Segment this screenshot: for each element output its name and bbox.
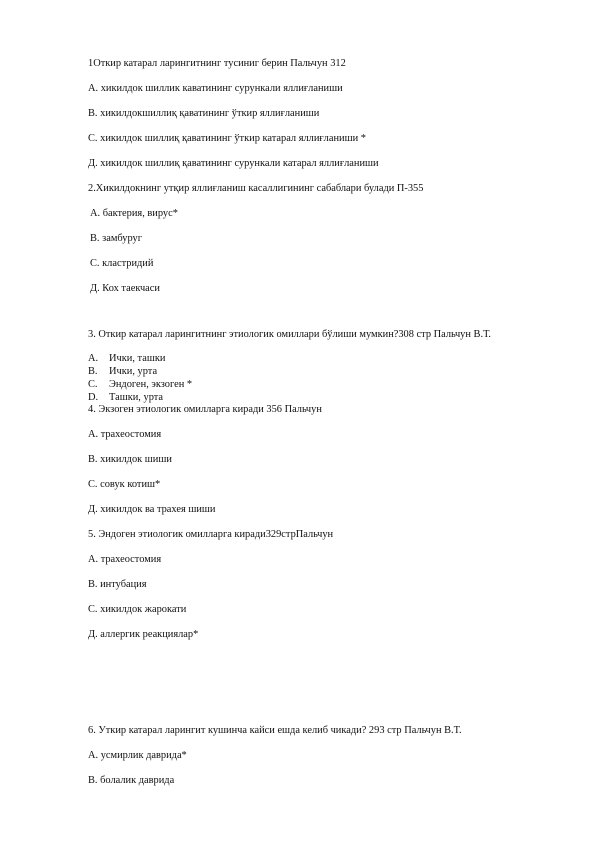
q4-option-a: А. трахеостомия	[88, 429, 162, 440]
option-text: Ички, урта	[109, 366, 158, 377]
q1-option-a: А. хикилдок шиллик каватининг сурункали яллиғланиши	[88, 83, 343, 94]
q6-option-b: В. болалик даврида	[88, 775, 175, 786]
q3-option-c	[88, 378, 192, 391]
q1-option-b: В. хикилдокшиллиқ қаватининг ўткир яллиғланиши	[88, 108, 320, 119]
option-marker: B.	[88, 366, 98, 377]
q5-option-a: А. трахеостомия	[88, 554, 162, 565]
q5-option-c: С. хикилдок жарокати	[88, 604, 187, 615]
q1-option-d: Д. хикилдок шиллиқ қаватининг сурункали катарал яллиғланиши	[88, 158, 379, 169]
q1-option-c: С. хикилдок шиллиқ қаватининг ўткир катарал яллиғланиши *	[88, 133, 366, 144]
q2-option-a: А. бактерия, вирус*	[90, 208, 178, 219]
q2-option-b: В. замбуруг	[90, 233, 143, 244]
q2-option-c: С. кластридий	[90, 258, 154, 269]
q5-option-d: Д. аллергик реакциялар*	[88, 629, 199, 640]
option-marker: C.	[88, 379, 98, 390]
q3-option-a	[88, 352, 165, 365]
option-text: Ички, ташки	[109, 353, 166, 364]
q5-option-b: В. интубация	[88, 579, 147, 590]
q4-option-d: Д. хикилдок ва трахея шиши	[88, 504, 216, 515]
option-marker: D.	[88, 392, 99, 403]
question-4: 4. Экзоген этиологик омилларга киради 356 Пальчун	[88, 404, 322, 415]
question-2: 2.Хикилдокнинг утқир яллиғланиш касаллигининг сабаблари булади П-355	[88, 183, 424, 194]
question-1: 1Откир катарал ларингитнинг тусиниг берин Пальчун 312	[88, 58, 346, 69]
option-text: Эндоген, экзоген *	[109, 379, 193, 390]
q2-option-d: Д. Кох таекчаси	[90, 283, 160, 294]
q4-option-b: В. хикилдок шиши	[88, 454, 172, 465]
question-5: 5. Эндоген этиологик омилларга киради329стрПальчун	[88, 529, 334, 540]
question-3: 3. Откир катарал ларингитнинг этиологик омиллари бўлиши мумкин?308 стр Пальчун В.Т.	[88, 329, 491, 340]
q4-option-c: С. совук котиш*	[88, 479, 161, 490]
q3-option-b	[88, 365, 157, 378]
option-text: Ташки, урта	[109, 392, 164, 403]
q6-option-a: А. усмирлик даврида*	[88, 750, 187, 761]
question-6: 6. Уткир катарал ларингит кушинча кайси ешда келиб чикади? 293 стр Пальчун В.Т.	[88, 725, 462, 736]
option-marker: A.	[88, 353, 99, 364]
